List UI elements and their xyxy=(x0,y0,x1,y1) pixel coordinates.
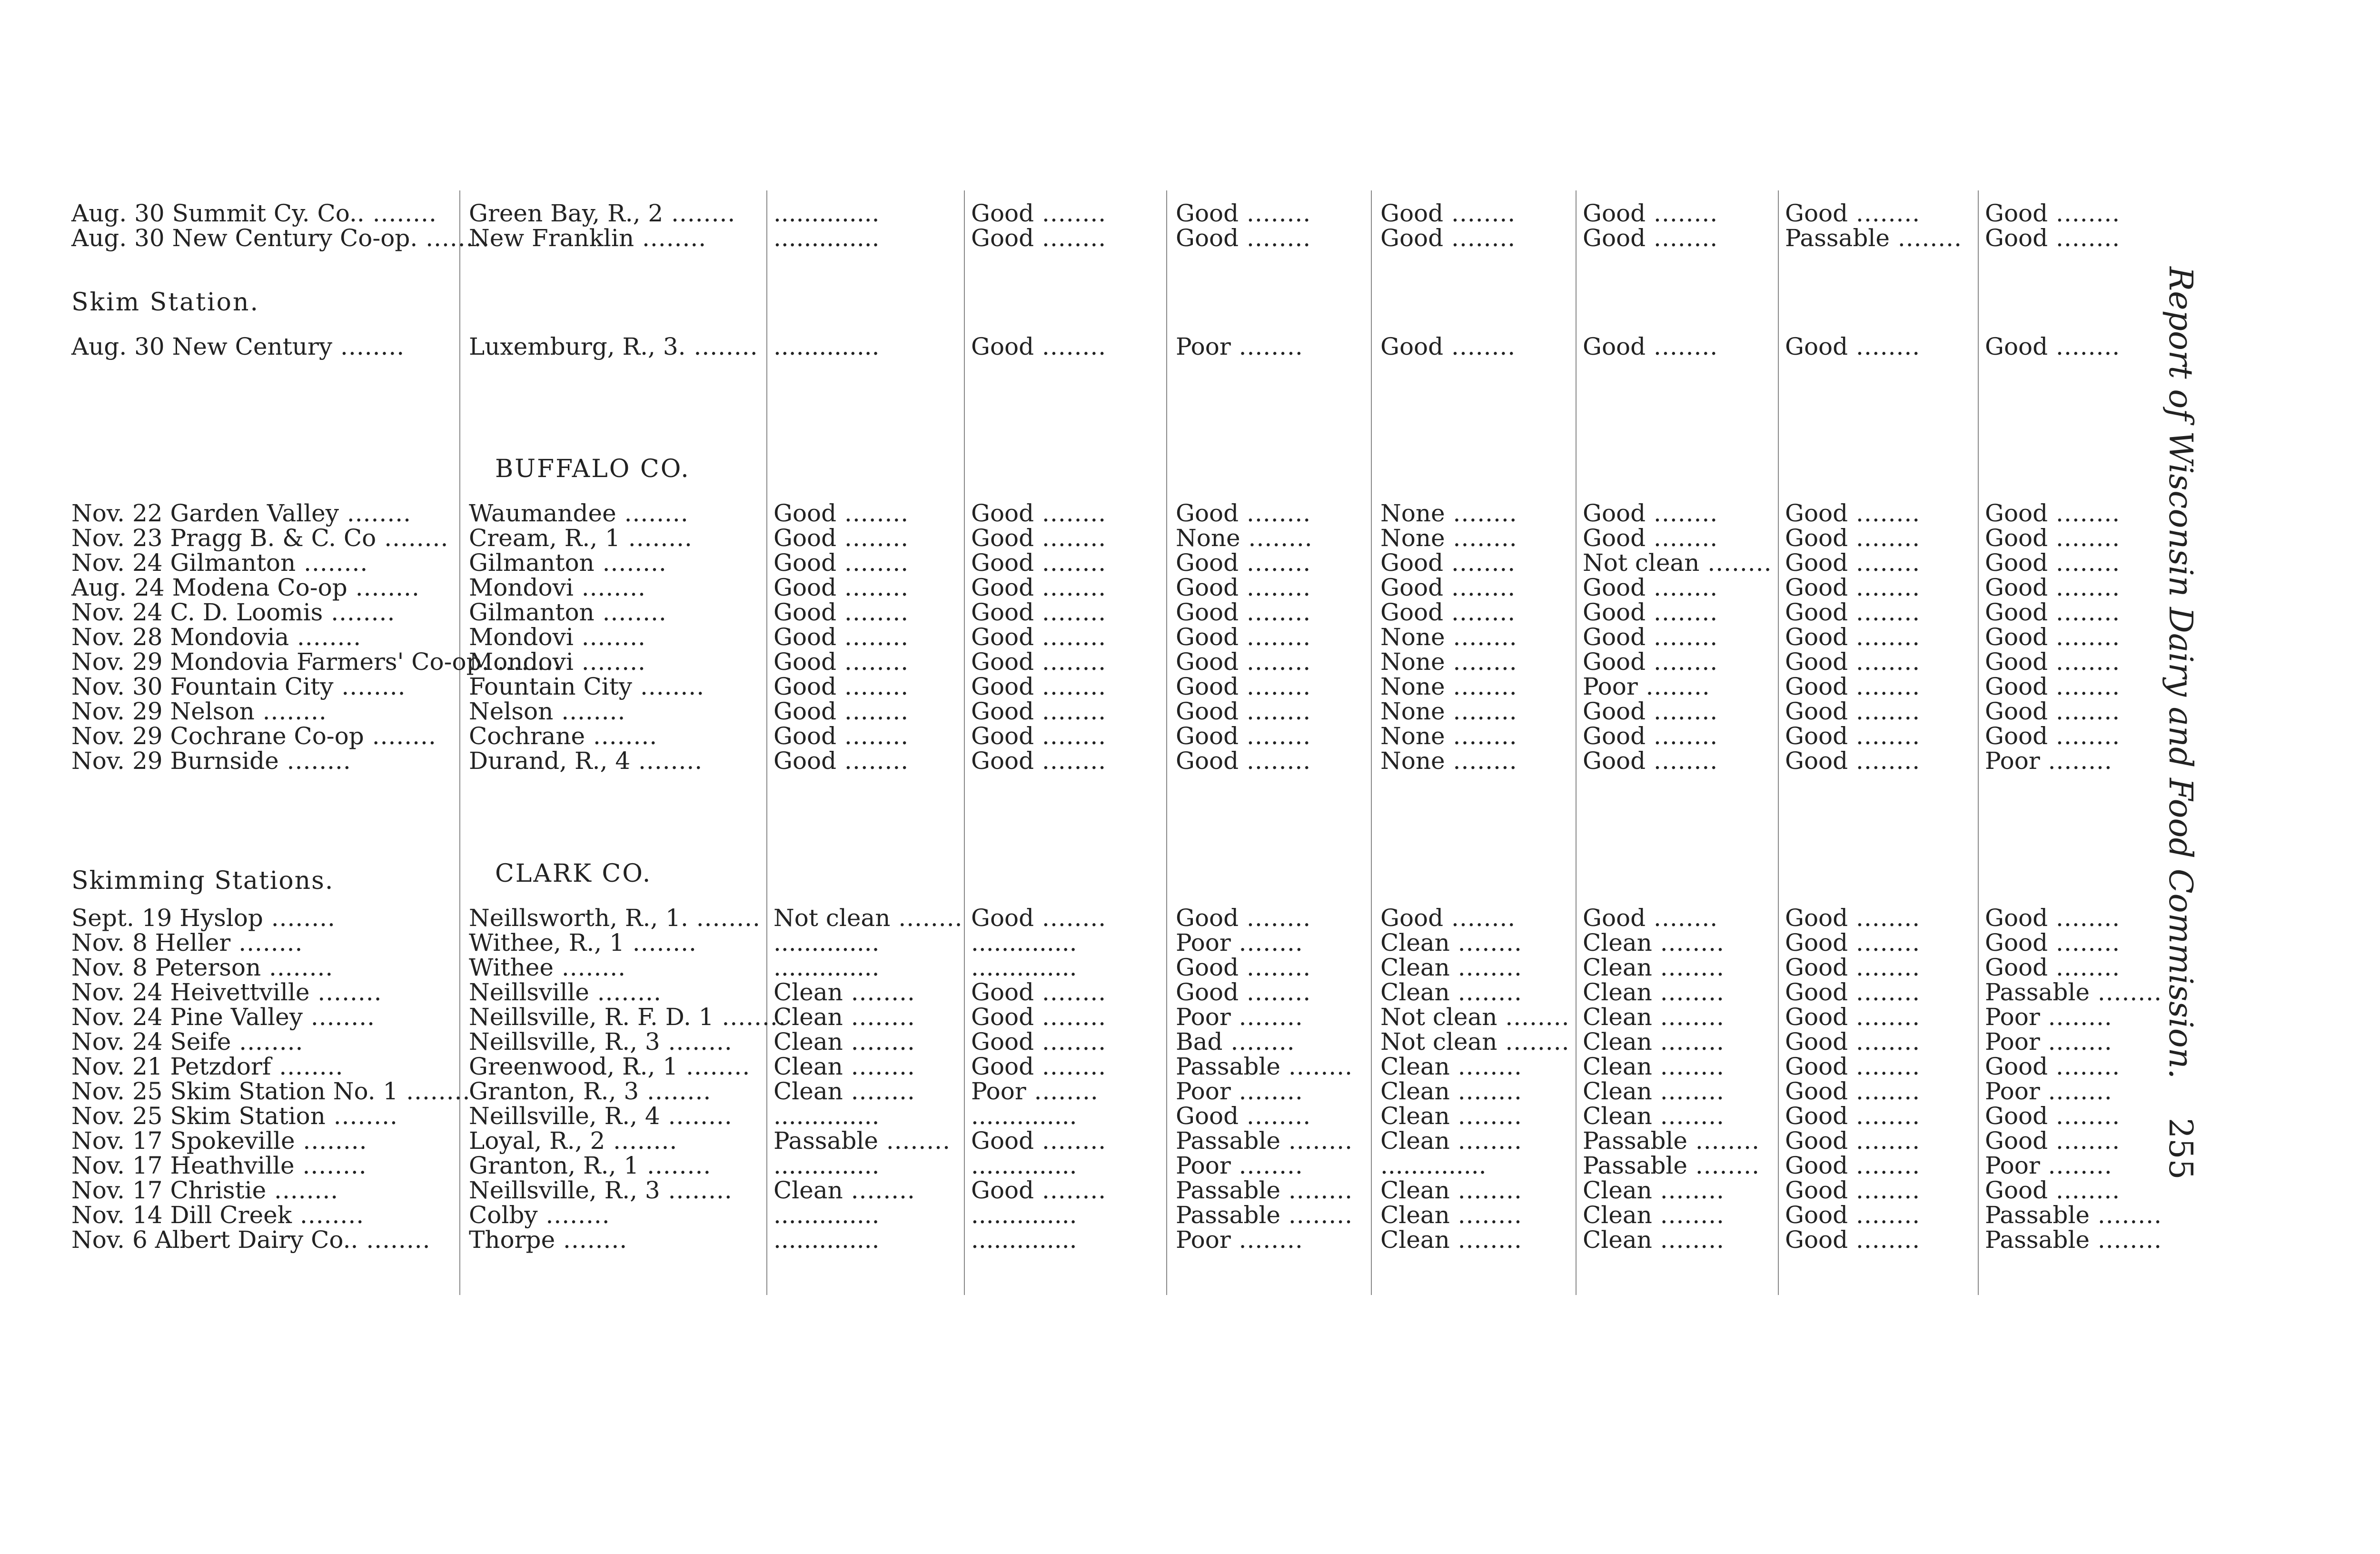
cell-col-a: Good ..... xyxy=(774,648,959,675)
cell-establishment: Aug. 30 New Century ..... xyxy=(71,333,452,360)
cell-location: Cream, R., 1 ..... xyxy=(469,525,764,551)
cell-col-a: Clean ..... xyxy=(774,979,959,1006)
cell-col-b: Good ..... xyxy=(971,979,1157,1006)
cell-location: Greenwood, R., 1 ..... xyxy=(469,1053,764,1080)
cell-col-d: Good ..... xyxy=(1380,574,1566,601)
cell-establishment: Nov. 29 Nelson ..... xyxy=(71,698,452,725)
cell-col-e: Clean ..... xyxy=(1583,929,1768,956)
cell-col-c: Poor ..... xyxy=(1176,1152,1361,1179)
cell-col-f: Good ..... xyxy=(1785,549,1971,576)
cell-col-f: Good ..... xyxy=(1785,624,1971,650)
cell-col-g: Passable ..... xyxy=(1985,1226,2171,1253)
cell-col-f: Good ..... xyxy=(1785,905,1971,931)
cell-col-e: Clean ..... xyxy=(1583,1103,1768,1129)
cell-col-a: .............. xyxy=(774,333,880,360)
cell-col-d: Good ..... xyxy=(1380,200,1566,227)
cell-location: Neillsville ..... xyxy=(469,979,764,1006)
cell-location: Withee, R., 1 ..... xyxy=(469,929,764,956)
cell-col-b: .............. xyxy=(971,1152,1077,1179)
report-title: Report of Wisconsin Dairy and Food Commission. xyxy=(2162,267,2199,1079)
cell-col-b: Good ..... xyxy=(971,599,1157,626)
cell-col-a: Good ..... xyxy=(774,624,959,650)
cell-col-e: Good ..... xyxy=(1583,333,1768,360)
cell-col-g: Good ..... xyxy=(1985,1053,2171,1080)
cell-col-a: Clean ..... xyxy=(774,1177,959,1204)
cell-establishment: Nov. 17 Spokeville ..... xyxy=(71,1127,452,1154)
cell-col-g: Good ..... xyxy=(1985,624,2171,650)
cell-col-g: Good ..... xyxy=(1985,1127,2171,1154)
cell-col-g: Good ..... xyxy=(1985,574,2171,601)
cell-col-a: Good ..... xyxy=(774,525,959,551)
cell-col-g: Good ..... xyxy=(1985,723,2171,749)
cell-col-a: Passable ..... xyxy=(774,1127,959,1154)
cell-col-f: Good ..... xyxy=(1785,979,1971,1006)
cell-location: Mondovi ..... xyxy=(469,624,764,650)
cell-col-a: Clean ..... xyxy=(774,1078,959,1105)
cell-col-e: Clean ..... xyxy=(1583,1028,1768,1055)
cell-col-d: Clean ..... xyxy=(1380,1103,1566,1129)
cell-col-g: Good ..... xyxy=(1985,1103,2171,1129)
cell-col-g: Poor ..... xyxy=(1985,747,2171,774)
cell-col-g: Good ..... xyxy=(1985,333,2171,360)
cell-col-d: None ..... xyxy=(1380,648,1566,675)
cell-col-f: Good ..... xyxy=(1785,673,1971,700)
cell-location: New Franklin ..... xyxy=(469,225,764,251)
cell-establishment: Nov. 24 Gilmanton ..... xyxy=(71,549,452,576)
cell-col-a: Good ..... xyxy=(774,549,959,576)
cell-col-c: Good ..... xyxy=(1176,200,1361,227)
cell-col-a: Good ..... xyxy=(774,574,959,601)
cell-col-f: Good ..... xyxy=(1785,525,1971,551)
cell-col-b: Good ..... xyxy=(971,648,1157,675)
cell-col-d: Clean ..... xyxy=(1380,1177,1566,1204)
cell-col-g: Good ..... xyxy=(1985,673,2171,700)
cell-col-b: Good ..... xyxy=(971,333,1157,360)
cell-location: Nelson ..... xyxy=(469,698,764,725)
cell-establishment: Nov. 29 Burnside ..... xyxy=(71,747,452,774)
cell-col-d: Clean ..... xyxy=(1380,1078,1566,1105)
cell-col-b: Good ..... xyxy=(971,698,1157,725)
cell-establishment: Nov. 24 Pine Valley ..... xyxy=(71,1004,452,1030)
cell-col-a: Clean ..... xyxy=(774,1053,959,1080)
cell-col-c: Good ..... xyxy=(1176,747,1361,774)
cell-establishment: Nov. 25 Skim Station No. 1 ..... xyxy=(71,1078,452,1105)
cell-col-b: .............. xyxy=(971,929,1077,956)
cell-location: Granton, R., 1 ..... xyxy=(469,1152,764,1179)
cell-col-c: Good ..... xyxy=(1176,979,1361,1006)
cell-col-d: None ..... xyxy=(1380,747,1566,774)
cell-col-c: Poor ..... xyxy=(1176,1226,1361,1253)
section-subheading: Skimming Stations. xyxy=(71,867,334,895)
cell-col-f: Good ..... xyxy=(1785,1004,1971,1030)
cell-location: Mondovi ..... xyxy=(469,648,764,675)
cell-col-a: Not clean ..... xyxy=(774,905,959,931)
cell-col-c: Good ..... xyxy=(1176,549,1361,576)
cell-col-c: Passable ..... xyxy=(1176,1127,1361,1154)
cell-col-e: Good ..... xyxy=(1583,225,1768,251)
cell-col-d: Clean ..... xyxy=(1380,1202,1566,1228)
cell-col-c: Passable ..... xyxy=(1176,1053,1361,1080)
cell-establishment: Nov. 29 Mondovia Farmers' Co-op. ..... xyxy=(71,648,452,675)
cell-col-c: Passable ..... xyxy=(1176,1177,1361,1204)
cell-establishment: Nov. 24 Heivettville ..... xyxy=(71,979,452,1006)
cell-col-b: Good ..... xyxy=(971,1028,1157,1055)
section-heading: CLARK CO. xyxy=(495,859,652,888)
cell-col-c: Good ..... xyxy=(1176,225,1361,251)
cell-col-g: Good ..... xyxy=(1985,225,2171,251)
cell-col-a: Clean ..... xyxy=(774,1028,959,1055)
cell-col-b: Good ..... xyxy=(971,1053,1157,1080)
cell-col-b: Good ..... xyxy=(971,905,1157,931)
cell-location: Neillsville, R., 4 ..... xyxy=(469,1103,764,1129)
cell-col-g: Good ..... xyxy=(1985,929,2171,956)
cell-col-g: Passable ..... xyxy=(1985,979,2171,1006)
section-heading: Skim Station. xyxy=(71,288,259,317)
table-row xyxy=(0,1226,2190,1256)
cell-col-g: Good ..... xyxy=(1985,648,2171,675)
cell-col-d: None ..... xyxy=(1380,673,1566,700)
cell-col-c: Good ..... xyxy=(1176,723,1361,749)
cell-col-f: Good ..... xyxy=(1785,599,1971,626)
cell-col-e: Poor ..... xyxy=(1583,673,1768,700)
cell-col-f: Good ..... xyxy=(1785,574,1971,601)
cell-col-b: Good ..... xyxy=(971,624,1157,650)
cell-location: Gilmanton ..... xyxy=(469,549,764,576)
cell-col-c: Good ..... xyxy=(1176,648,1361,675)
cell-col-d: Good ..... xyxy=(1380,333,1566,360)
cell-col-b: .............. xyxy=(971,954,1077,981)
cell-location: Gilmanton ..... xyxy=(469,599,764,626)
cell-location: Neillsville, R., 3 ..... xyxy=(469,1177,764,1204)
cell-col-c: Poor ..... xyxy=(1176,333,1361,360)
cell-establishment: Nov. 8 Heller ..... xyxy=(71,929,452,956)
cell-col-b: Good ..... xyxy=(971,225,1157,251)
cell-establishment: Nov. 21 Petzdorf ..... xyxy=(71,1053,452,1080)
cell-col-e: Clean ..... xyxy=(1583,1177,1768,1204)
cell-col-a: Good ..... xyxy=(774,500,959,527)
cell-col-c: Passable ..... xyxy=(1176,1202,1361,1228)
cell-establishment: Nov. 30 Fountain City ..... xyxy=(71,673,452,700)
cell-col-e: Good ..... xyxy=(1583,624,1768,650)
cell-col-d: None ..... xyxy=(1380,500,1566,527)
cell-establishment: Nov. 6 Albert Dairy Co.. ..... xyxy=(71,1226,452,1253)
cell-col-d: None ..... xyxy=(1380,698,1566,725)
cell-location: Neillsworth, R., 1. ..... xyxy=(469,905,764,931)
cell-col-a: .............. xyxy=(774,1226,880,1254)
cell-col-d: Clean ..... xyxy=(1380,1053,1566,1080)
cell-col-e: Clean ..... xyxy=(1583,1078,1768,1105)
cell-col-a: .............. xyxy=(774,199,880,227)
cell-col-b: Good ..... xyxy=(971,200,1157,227)
cell-col-b: Good ..... xyxy=(971,525,1157,551)
cell-col-d: Clean ..... xyxy=(1380,1226,1566,1253)
cell-col-c: Good ..... xyxy=(1176,1103,1361,1129)
cell-col-d: None ..... xyxy=(1380,624,1566,650)
cell-col-a: Good ..... xyxy=(774,747,959,774)
cell-col-c: Good ..... xyxy=(1176,673,1361,700)
cell-location: Granton, R., 3 ..... xyxy=(469,1078,764,1105)
cell-location: Waumandee ..... xyxy=(469,500,764,527)
cell-establishment: Aug. 30 New Century Co-op. ..... xyxy=(71,225,452,251)
cell-location: Thorpe ..... xyxy=(469,1226,764,1253)
cell-col-a: .............. xyxy=(774,929,880,956)
cell-col-f: Good ..... xyxy=(1785,1226,1971,1253)
cell-col-e: Not clean ..... xyxy=(1583,549,1768,576)
cell-col-c: Poor ..... xyxy=(1176,1004,1361,1030)
cell-col-e: Good ..... xyxy=(1583,500,1768,527)
cell-col-d: Good ..... xyxy=(1380,905,1566,931)
cell-col-b: Good ..... xyxy=(971,1004,1157,1030)
section-heading: BUFFALO CO. xyxy=(495,455,690,483)
page-number: 255 xyxy=(2162,1117,2199,1180)
cell-col-b: Good ..... xyxy=(971,747,1157,774)
cell-col-f: Good ..... xyxy=(1785,747,1971,774)
cell-col-b: Good ..... xyxy=(971,723,1157,749)
cell-establishment: Nov. 28 Mondovia ..... xyxy=(71,624,452,650)
cell-col-e: Good ..... xyxy=(1583,905,1768,931)
cell-col-a: .............. xyxy=(774,1102,880,1130)
cell-col-b: Good ..... xyxy=(971,549,1157,576)
cell-col-b: Good ..... xyxy=(971,1127,1157,1154)
cell-col-f: Good ..... xyxy=(1785,1028,1971,1055)
cell-col-c: Good ..... xyxy=(1176,574,1361,601)
cell-establishment: Nov. 23 Pragg B. & C. Co ..... xyxy=(71,525,452,551)
cell-col-e: Good ..... xyxy=(1583,723,1768,749)
cell-col-f: Good ..... xyxy=(1785,954,1971,981)
cell-col-e: Good ..... xyxy=(1583,574,1768,601)
cell-col-f: Good ..... xyxy=(1785,500,1971,527)
cell-col-f: Good ..... xyxy=(1785,1177,1971,1204)
cell-col-f: Good ..... xyxy=(1785,1152,1971,1179)
cell-col-f: Good ..... xyxy=(1785,1127,1971,1154)
cell-establishment: Aug. 24 Modena Co-op ..... xyxy=(71,574,452,601)
cell-col-g: Poor ..... xyxy=(1985,1028,2171,1055)
cell-col-c: Poor ..... xyxy=(1176,1078,1361,1105)
cell-location: Cochrane ..... xyxy=(469,723,764,749)
cell-col-g: Good ..... xyxy=(1985,200,2171,227)
table-row xyxy=(0,225,2190,254)
cell-col-f: Good ..... xyxy=(1785,723,1971,749)
cell-col-e: Good ..... xyxy=(1583,200,1768,227)
cell-col-e: Passable ..... xyxy=(1583,1127,1768,1154)
cell-location: Neillsville, R., 3 ..... xyxy=(469,1028,764,1055)
cell-location: Luxemburg, R., 3. ..... xyxy=(469,333,764,360)
cell-col-b: .............. xyxy=(971,1102,1077,1130)
cell-col-e: Good ..... xyxy=(1583,599,1768,626)
cell-col-d: .............. xyxy=(1380,1152,1487,1179)
cell-col-f: Passable ..... xyxy=(1785,225,1971,251)
cell-establishment: Nov. 24 Seife ..... xyxy=(71,1028,452,1055)
cell-col-e: Clean ..... xyxy=(1583,1053,1768,1080)
cell-col-a: .............. xyxy=(774,954,880,981)
cell-col-d: Clean ..... xyxy=(1380,954,1566,981)
table-row xyxy=(0,333,2190,363)
cell-col-g: Good ..... xyxy=(1985,599,2171,626)
cell-col-b: .............. xyxy=(971,1226,1077,1254)
cell-col-b: .............. xyxy=(971,1201,1077,1229)
cell-col-c: Good ..... xyxy=(1176,500,1361,527)
cell-col-d: Good ..... xyxy=(1380,225,1566,251)
cell-col-e: Good ..... xyxy=(1583,525,1768,551)
cell-col-c: Poor ..... xyxy=(1176,929,1361,956)
cell-col-a: .............. xyxy=(774,224,880,252)
cell-col-g: Good ..... xyxy=(1985,500,2171,527)
cell-col-g: Good ..... xyxy=(1985,549,2171,576)
cell-establishment: Sept. 19 Hyslop ..... xyxy=(71,905,452,931)
cell-col-e: Clean ..... xyxy=(1583,1226,1768,1253)
cell-establishment: Aug. 30 Summit Cy. Co.. ..... xyxy=(71,200,452,227)
cell-col-e: Passable ..... xyxy=(1583,1152,1768,1179)
cell-col-a: Clean ..... xyxy=(774,1004,959,1030)
cell-location: Durand, R., 4 ..... xyxy=(469,747,764,774)
cell-col-a: Good ..... xyxy=(774,599,959,626)
cell-col-d: Good ..... xyxy=(1380,599,1566,626)
cell-establishment: Nov. 14 Dill Creek ..... xyxy=(71,1202,452,1228)
cell-col-g: Poor ..... xyxy=(1985,1004,2171,1030)
cell-col-d: Clean ..... xyxy=(1380,1127,1566,1154)
cell-col-a: .............. xyxy=(774,1152,880,1179)
cell-col-a: Good ..... xyxy=(774,673,959,700)
cell-col-f: Good ..... xyxy=(1785,200,1971,227)
cell-col-g: Good ..... xyxy=(1985,905,2171,931)
cell-col-b: Good ..... xyxy=(971,500,1157,527)
cell-col-c: Good ..... xyxy=(1176,954,1361,981)
cell-establishment: Nov. 8 Peterson ..... xyxy=(71,954,452,981)
cell-establishment: Nov. 25 Skim Station ..... xyxy=(71,1103,452,1129)
cell-col-c: Good ..... xyxy=(1176,905,1361,931)
cell-col-e: Clean ..... xyxy=(1583,1004,1768,1030)
cell-col-f: Good ..... xyxy=(1785,1103,1971,1129)
cell-location: Fountain City ..... xyxy=(469,673,764,700)
cell-col-a: Good ..... xyxy=(774,698,959,725)
cell-col-g: Poor ..... xyxy=(1985,1078,2171,1105)
cell-col-e: Good ..... xyxy=(1583,698,1768,725)
cell-col-e: Clean ..... xyxy=(1583,1202,1768,1228)
cell-col-f: Good ..... xyxy=(1785,1202,1971,1228)
cell-location: Mondovi ..... xyxy=(469,574,764,601)
cell-col-f: Good ..... xyxy=(1785,929,1971,956)
table-row xyxy=(0,747,2190,777)
cell-location: Green Bay, R., 2 ..... xyxy=(469,200,764,227)
cell-col-d: Good ..... xyxy=(1380,549,1566,576)
cell-establishment: Nov. 17 Heathville ..... xyxy=(71,1152,452,1179)
cell-col-f: Good ..... xyxy=(1785,648,1971,675)
cell-col-e: Good ..... xyxy=(1583,747,1768,774)
cell-col-b: Good ..... xyxy=(971,1177,1157,1204)
cell-col-c: None ..... xyxy=(1176,525,1361,551)
cell-establishment: Nov. 17 Christie ..... xyxy=(71,1177,452,1204)
cell-col-e: Clean ..... xyxy=(1583,954,1768,981)
cell-establishment: Nov. 24 C. D. Loomis ..... xyxy=(71,599,452,626)
cell-col-g: Good ..... xyxy=(1985,525,2171,551)
cell-col-c: Good ..... xyxy=(1176,624,1361,650)
cell-col-c: Bad ..... xyxy=(1176,1028,1361,1055)
cell-col-e: Good ..... xyxy=(1583,648,1768,675)
cell-col-g: Poor ..... xyxy=(1985,1152,2171,1179)
cell-location: Withee ..... xyxy=(469,954,764,981)
cell-location: Neillsville, R. F. D. 1 ..... xyxy=(469,1004,764,1030)
cell-col-b: Good ..... xyxy=(971,673,1157,700)
cell-col-e: Clean ..... xyxy=(1583,979,1768,1006)
cell-establishment: Nov. 22 Garden Valley ..... xyxy=(71,500,452,527)
cell-col-d: Not clean ..... xyxy=(1380,1004,1566,1030)
cell-location: Colby ..... xyxy=(469,1202,764,1228)
cell-col-c: Good ..... xyxy=(1176,698,1361,725)
cell-col-d: Not clean ..... xyxy=(1380,1028,1566,1055)
cell-col-f: Good ..... xyxy=(1785,1078,1971,1105)
cell-col-d: Clean ..... xyxy=(1380,979,1566,1006)
cell-establishment: Nov. 29 Cochrane Co-op ..... xyxy=(71,723,452,749)
cell-col-c: Good ..... xyxy=(1176,599,1361,626)
cell-col-f: Good ..... xyxy=(1785,698,1971,725)
cell-col-g: Good ..... xyxy=(1985,698,2171,725)
cell-col-g: Good ..... xyxy=(1985,1177,2171,1204)
cell-col-g: Good ..... xyxy=(1985,954,2171,981)
cell-col-f: Good ..... xyxy=(1785,1053,1971,1080)
side-title xyxy=(2156,267,2199,1504)
cell-col-b: Good ..... xyxy=(971,574,1157,601)
cell-col-a: .............. xyxy=(774,1201,880,1229)
cell-col-d: None ..... xyxy=(1380,723,1566,749)
cell-col-f: Good ..... xyxy=(1785,333,1971,360)
cell-col-a: Good ..... xyxy=(774,723,959,749)
cell-col-d: None ..... xyxy=(1380,525,1566,551)
cell-col-g: Passable ..... xyxy=(1985,1202,2171,1228)
cell-col-b: Poor ..... xyxy=(971,1078,1157,1105)
cell-location: Loyal, R., 2 ..... xyxy=(469,1127,764,1154)
cell-col-d: Clean ..... xyxy=(1380,929,1566,956)
